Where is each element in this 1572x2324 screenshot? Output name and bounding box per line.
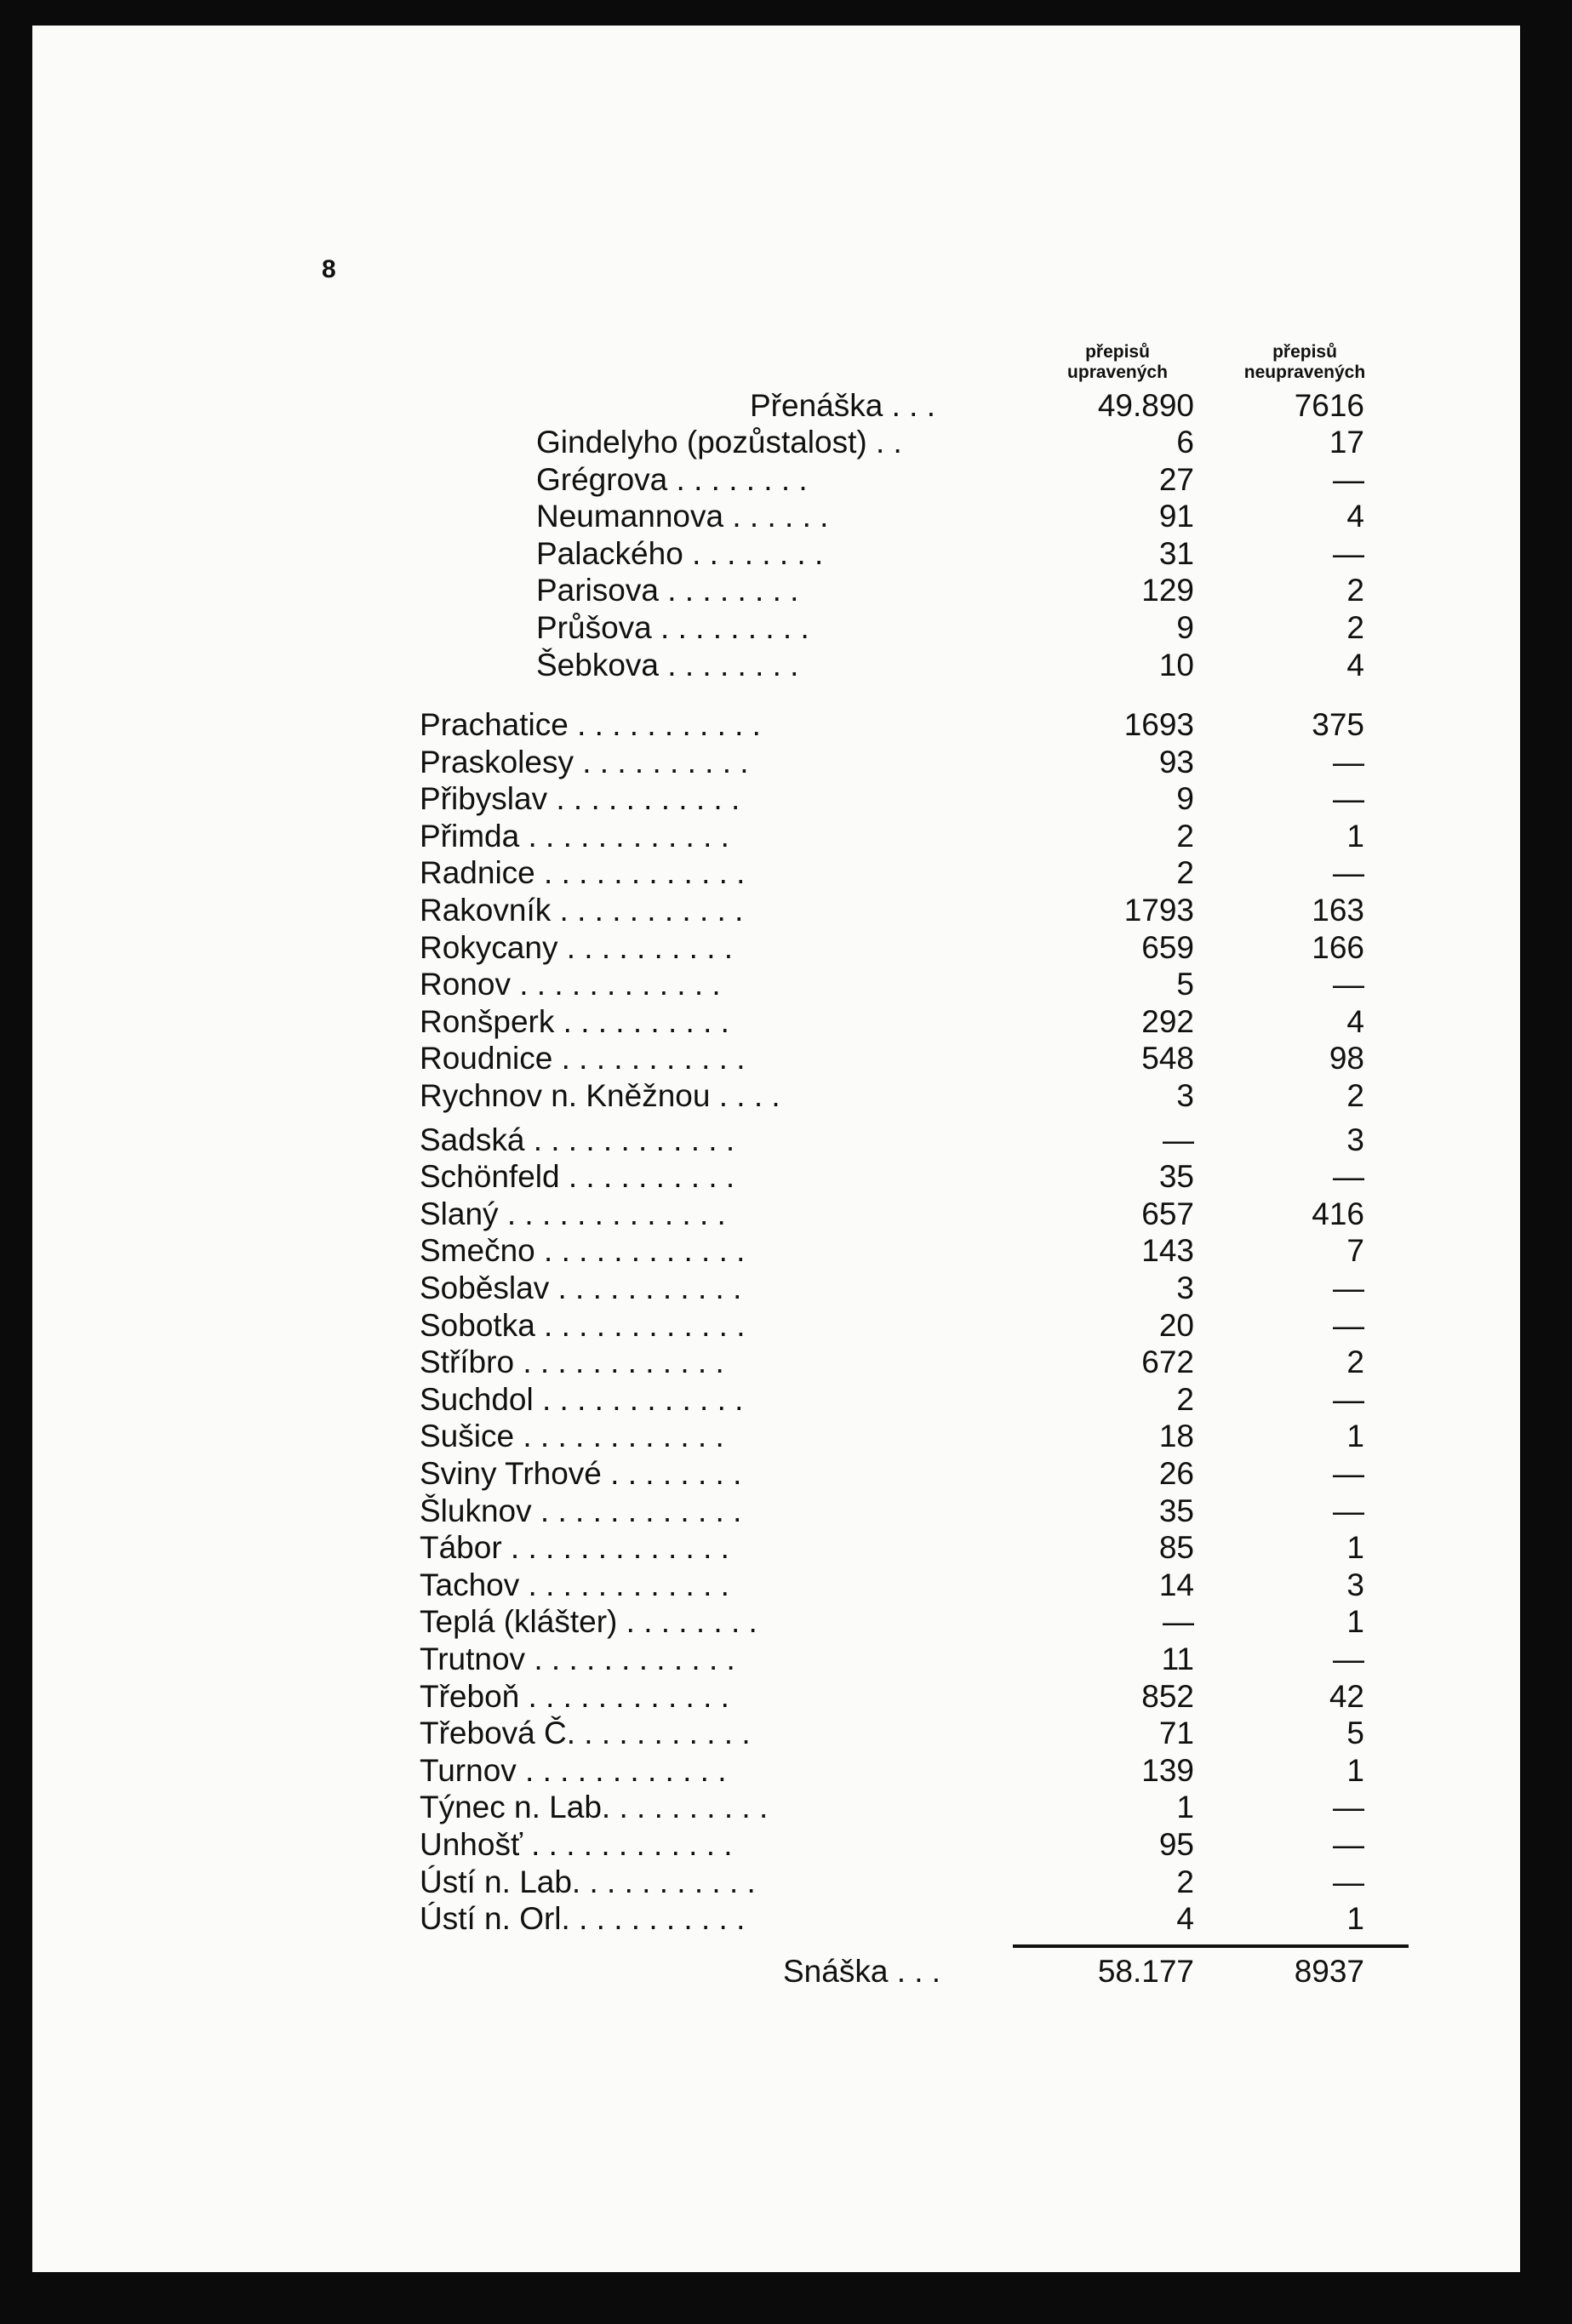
value-upravenych: 3 (1176, 1270, 1194, 1305)
value-neupravenych: 1 (1346, 1752, 1364, 1788)
value-upravenych: 657 (1141, 1196, 1194, 1231)
column-header-line: neupravených (1243, 363, 1366, 382)
value-neupravenych: — (1333, 1790, 1364, 1825)
row-label: Přenáška . . . (750, 388, 935, 423)
table-row (32, 706, 1520, 744)
row-label: Přimda . . . . . . . . . . . . (420, 818, 729, 854)
value-upravenych: 852 (1141, 1678, 1194, 1714)
value-upravenych: — (1163, 1122, 1194, 1157)
row-label: Sušice . . . . . . . . . . . . (420, 1419, 724, 1454)
row-label: Gindelyho (pozůstalost) . . (536, 425, 902, 460)
value-neupravenych: 4 (1346, 1003, 1364, 1039)
value-upravenych: 49.890 (1097, 388, 1194, 423)
row-label: Radnice . . . . . . . . . . . . (420, 855, 746, 891)
table-row (32, 1864, 1520, 1901)
value-neupravenych: 8937 (1294, 1954, 1364, 1989)
row-label: Trutnov . . . . . . . . . . . . (420, 1642, 735, 1676)
sub-row (32, 609, 1520, 647)
row-label: Suchdol . . . . . . . . . . . . (420, 1381, 744, 1417)
value-neupravenych: 7 (1346, 1233, 1364, 1269)
value-upravenych: 27 (1158, 461, 1194, 497)
table-row (32, 780, 1520, 818)
table-row (32, 1040, 1520, 1077)
value-upravenych: — (1163, 1604, 1194, 1640)
row-label: Ústí n. Orl. . . . . . . . . . . (420, 1901, 746, 1937)
value-neupravenych: 2 (1346, 573, 1364, 608)
value-upravenych: 9 (1176, 781, 1194, 817)
sub-row (32, 535, 1520, 573)
value-upravenych: 91 (1158, 499, 1194, 534)
page-number: 8 (322, 255, 336, 283)
value-neupravenych: 2 (1346, 610, 1364, 645)
row-label: Šluknov . . . . . . . . . . . . (420, 1493, 742, 1528)
total-rule (1013, 1944, 1409, 1948)
value-upravenych: 85 (1158, 1530, 1194, 1566)
row-label: Stříbro . . . . . . . . . . . . (420, 1345, 724, 1380)
value-neupravenych: — (1333, 967, 1364, 1002)
row-label: Tábor . . . . . . . . . . . . . (420, 1530, 729, 1566)
table-row (32, 1529, 1520, 1567)
table-row (32, 892, 1520, 929)
row-label: Šebkova . . . . . . . . (536, 647, 799, 682)
value-upravenych: 35 (1158, 1493, 1194, 1528)
row-label: Smečno . . . . . . . . . . . . (420, 1233, 746, 1269)
row-label: Třeboň . . . . . . . . . . . . (420, 1678, 729, 1714)
table-row (32, 818, 1520, 855)
value-upravenych: 26 (1158, 1456, 1194, 1491)
sub-row (32, 424, 1520, 461)
row-label: Grégrova . . . . . . . . (536, 461, 808, 497)
value-upravenych: 6 (1176, 425, 1194, 460)
row-label: Ronšperk . . . . . . . . . . (420, 1003, 729, 1039)
value-upravenych: 71 (1158, 1716, 1194, 1751)
table-row (32, 1752, 1520, 1790)
value-neupravenych: — (1333, 1307, 1364, 1343)
sub-row (32, 572, 1520, 609)
table-row (32, 1003, 1520, 1041)
value-upravenych: 672 (1141, 1345, 1194, 1380)
column-header-neupravenych (1211, 342, 1398, 383)
row-label: Slaný . . . . . . . . . . . . . (420, 1196, 726, 1231)
row-label: Rakovník . . . . . . . . . . . (420, 893, 744, 928)
table-row (32, 1077, 1520, 1115)
row-label: Přibyslav . . . . . . . . . . . (420, 781, 740, 817)
row-label: Schönfeld . . . . . . . . . . (420, 1159, 735, 1195)
value-neupravenych: 42 (1329, 1678, 1364, 1714)
value-neupravenych: — (1333, 855, 1364, 891)
value-neupravenych: — (1333, 744, 1364, 779)
row-label: Parisova . . . . . . . . (536, 573, 799, 608)
row-label: Třebová Č. . . . . . . . . . . (420, 1716, 751, 1751)
value-upravenych: 659 (1141, 929, 1194, 965)
value-neupravenych: — (1333, 1456, 1364, 1491)
row-label: Rychnov n. Kněžnou . . . . (420, 1078, 780, 1113)
value-neupravenych: 416 (1312, 1196, 1364, 1231)
value-neupravenych: 2 (1346, 1345, 1364, 1380)
value-upravenych: 20 (1158, 1307, 1194, 1343)
value-upravenych: 18 (1158, 1419, 1194, 1454)
row-label: Ronov . . . . . . . . . . . . (420, 967, 721, 1002)
sub-row (32, 498, 1520, 535)
value-upravenych: 9 (1176, 610, 1194, 645)
value-upravenych: 5 (1176, 967, 1194, 1002)
value-neupravenych: 17 (1329, 425, 1364, 460)
value-upravenych: 292 (1141, 1003, 1194, 1039)
value-upravenych: 2 (1176, 818, 1194, 854)
table-row (32, 1307, 1520, 1345)
value-upravenych: 4 (1176, 1901, 1194, 1937)
value-neupravenych: — (1333, 1827, 1364, 1862)
table-row (32, 1603, 1520, 1641)
value-neupravenych: 166 (1312, 929, 1364, 965)
table-row (32, 1567, 1520, 1604)
value-upravenych: 35 (1158, 1159, 1194, 1195)
value-upravenych: 10 (1158, 647, 1194, 682)
table-row (32, 1826, 1520, 1864)
row-label: Praskolesy . . . . . . . . . . (420, 744, 749, 779)
column-header-line: přepisů (1272, 342, 1337, 362)
row-label: Tachov . . . . . . . . . . . . (420, 1567, 729, 1602)
table-row (32, 1232, 1520, 1270)
row-label: Ústí n. Lab. . . . . . . . . . . (420, 1864, 756, 1899)
value-neupravenych: 4 (1346, 499, 1364, 534)
value-neupravenych: — (1333, 535, 1364, 571)
table-row (32, 1270, 1520, 1307)
value-upravenych: 93 (1158, 744, 1194, 779)
row-label: Rokycany . . . . . . . . . . (420, 929, 734, 965)
document-page (32, 26, 1520, 2272)
row-label: Soběslav . . . . . . . . . . . (420, 1270, 742, 1305)
value-neupravenych: 7616 (1294, 388, 1364, 423)
value-upravenych: 58.177 (1097, 1954, 1194, 1989)
carry-over-row (32, 387, 1520, 425)
sub-row (32, 647, 1520, 684)
value-neupravenych: 4 (1346, 647, 1364, 682)
row-label: Prachatice . . . . . . . . . . . (420, 707, 761, 742)
table-row (32, 1900, 1520, 1938)
value-neupravenych: 1 (1346, 818, 1364, 854)
value-neupravenych: 375 (1312, 707, 1364, 742)
table-row (32, 1715, 1520, 1752)
table-row (32, 854, 1520, 892)
value-neupravenych: 163 (1312, 893, 1364, 928)
value-neupravenych: 1 (1346, 1901, 1364, 1937)
table-row (32, 1678, 1520, 1716)
row-label: Sadská . . . . . . . . . . . . (420, 1122, 735, 1157)
value-neupravenych: 5 (1346, 1716, 1364, 1751)
value-neupravenych: 2 (1346, 1078, 1364, 1113)
value-upravenych: 3 (1176, 1078, 1194, 1113)
value-neupravenych: — (1333, 1493, 1364, 1528)
table-row (32, 1418, 1520, 1455)
table-row (32, 1158, 1520, 1196)
table-row (32, 1493, 1520, 1530)
row-label: Sobotka . . . . . . . . . . . . (420, 1307, 746, 1343)
value-neupravenych: — (1333, 461, 1364, 497)
value-neupravenych: 3 (1346, 1567, 1364, 1602)
row-label: Unhošť . . . . . . . . . . . . (420, 1827, 733, 1862)
column-header-upravenych (1024, 342, 1211, 383)
value-upravenych: 1693 (1123, 707, 1194, 742)
column-header-line: upravených (1067, 363, 1168, 382)
value-neupravenych: — (1333, 781, 1364, 817)
table-row (32, 966, 1520, 1003)
row-label: Teplá (klášter) . . . . . . . . (420, 1604, 757, 1640)
total-row (32, 1953, 1520, 1990)
value-upravenych: 2 (1176, 1864, 1194, 1899)
value-neupravenych: — (1333, 1381, 1364, 1417)
value-upravenych: 548 (1141, 1041, 1194, 1076)
table-row (32, 1641, 1520, 1678)
value-upravenych: 14 (1158, 1567, 1194, 1602)
value-neupravenych: — (1333, 1159, 1364, 1195)
row-label: Turnov . . . . . . . . . . . . (420, 1752, 727, 1788)
row-label: Průšova . . . . . . . . . (536, 610, 809, 645)
table-row (32, 1344, 1520, 1381)
table-row (32, 1196, 1520, 1233)
row-label: Snáška . . . (783, 1954, 941, 1989)
value-neupravenych: 1 (1346, 1419, 1364, 1454)
row-label: Týnec n. Lab. . . . . . . . . . (420, 1790, 769, 1825)
table-row (32, 1455, 1520, 1493)
value-upravenych: 11 (1161, 1642, 1194, 1676)
value-neupravenych: — (1333, 1864, 1364, 1899)
column-header-line: přepisů (1085, 342, 1150, 362)
table-row (32, 929, 1520, 967)
value-upravenych: 2 (1176, 855, 1194, 891)
table-row (32, 744, 1520, 781)
value-neupravenych: 1 (1346, 1604, 1364, 1640)
value-upravenych: 1 (1176, 1790, 1194, 1825)
value-upravenych: 95 (1158, 1827, 1194, 1862)
value-neupravenych: 1 (1346, 1530, 1364, 1566)
row-label: Sviny Trhové . . . . . . . . (420, 1456, 742, 1491)
value-upravenych: 31 (1158, 535, 1194, 571)
table-row (32, 1122, 1520, 1159)
value-upravenych: 139 (1141, 1752, 1194, 1788)
value-neupravenych: 3 (1346, 1122, 1364, 1157)
value-neupravenych: 98 (1329, 1041, 1364, 1076)
value-neupravenych: — (1333, 1642, 1364, 1676)
sub-row (32, 461, 1520, 499)
table-row (32, 1381, 1520, 1419)
table-row (32, 1789, 1520, 1826)
row-label: Roudnice . . . . . . . . . . . (420, 1041, 746, 1076)
row-label: Neumannova . . . . . . (536, 499, 829, 534)
value-upravenych: 2 (1176, 1381, 1194, 1417)
value-upravenych: 129 (1141, 573, 1194, 608)
row-label: Palackého . . . . . . . . (536, 535, 824, 571)
value-upravenych: 143 (1141, 1233, 1194, 1269)
value-upravenych: 1793 (1123, 893, 1194, 928)
value-neupravenych: — (1333, 1270, 1364, 1305)
